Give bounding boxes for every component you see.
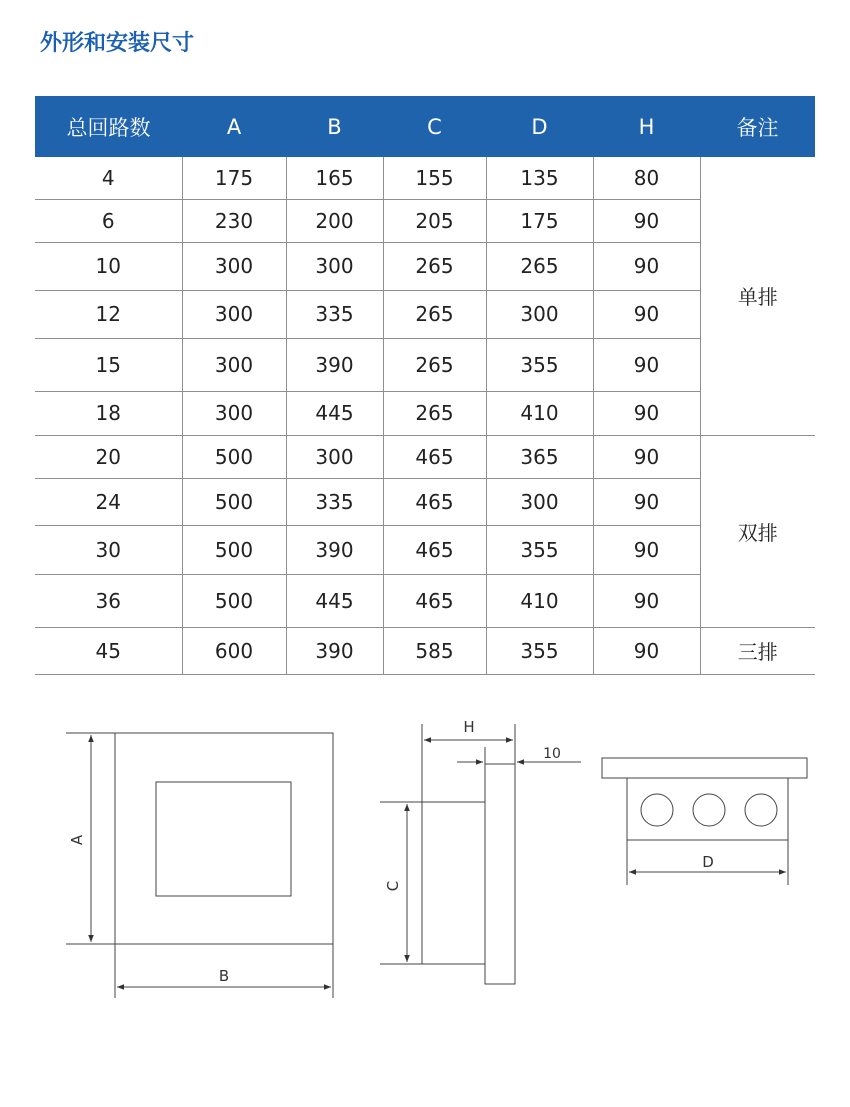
side-view-diagram — [380, 724, 581, 984]
table-cell: 410 — [486, 574, 593, 627]
table-cell: 300 — [486, 290, 593, 338]
header-b: B — [286, 96, 383, 157]
table-cell: 365 — [486, 435, 593, 478]
table-cell: 390 — [286, 338, 383, 391]
table-cell: 90 — [593, 478, 700, 525]
top-body-outline — [627, 778, 788, 840]
label-thickness: 10 — [543, 746, 561, 762]
table-cell: 205 — [383, 199, 486, 242]
table-cell: 15 — [35, 338, 182, 391]
table-cell: 300 — [286, 435, 383, 478]
table-cell: 390 — [286, 627, 383, 674]
table-cell: 300 — [182, 242, 286, 290]
table-cell: 265 — [383, 242, 486, 290]
table-cell: 90 — [593, 574, 700, 627]
table-cell: 90 — [593, 627, 700, 674]
table-cell: 175 — [182, 157, 286, 199]
side-flange-outline — [485, 764, 515, 984]
table-cell: 265 — [383, 338, 486, 391]
table-cell: 300 — [486, 478, 593, 525]
table-cell: 390 — [286, 525, 383, 574]
table-cell: 445 — [286, 391, 383, 435]
side-body-outline — [422, 802, 485, 964]
table-cell: 300 — [182, 391, 286, 435]
table-cell: 165 — [286, 157, 383, 199]
table-cell: 300 — [286, 242, 383, 290]
table-cell: 10 — [35, 242, 182, 290]
table-cell: 265 — [383, 391, 486, 435]
table-cell: 465 — [383, 525, 486, 574]
table-cell: 355 — [486, 627, 593, 674]
table-cell: 465 — [383, 574, 486, 627]
table-cell: 500 — [182, 478, 286, 525]
label-b: B — [218, 967, 230, 985]
table-cell: 230 — [182, 199, 286, 242]
table-cell: 4 — [35, 157, 182, 199]
table-cell: 500 — [182, 574, 286, 627]
label-d: D — [702, 853, 714, 871]
table-cell: 80 — [593, 157, 700, 199]
front-window-outline — [156, 782, 291, 896]
table-cell: 90 — [593, 391, 700, 435]
table-cell: 6 — [35, 199, 182, 242]
table-cell: 500 — [182, 435, 286, 478]
header-remark: 备注 — [700, 96, 815, 157]
table-cell: 500 — [182, 525, 286, 574]
table-cell: 335 — [286, 290, 383, 338]
table-cell: 355 — [486, 338, 593, 391]
table-cell: 600 — [182, 627, 286, 674]
table-cell: 90 — [593, 435, 700, 478]
table-cell: 465 — [383, 478, 486, 525]
table-cell: 445 — [286, 574, 383, 627]
table-cell: 135 — [486, 157, 593, 199]
header-c: C — [383, 96, 486, 157]
table-cell: 585 — [383, 627, 486, 674]
front-view-diagram — [66, 733, 333, 998]
label-a: A — [68, 834, 86, 846]
table-cell: 18 — [35, 391, 182, 435]
header-circuits: 总回路数 — [35, 96, 182, 157]
table-cell: 300 — [182, 338, 286, 391]
label-c: C — [384, 880, 402, 892]
table-cell: 12 — [35, 290, 182, 338]
table-cell: 90 — [593, 242, 700, 290]
table-cell: 265 — [383, 290, 486, 338]
knockout-hole-2 — [693, 794, 725, 826]
remark-cell: 单排 — [700, 157, 815, 435]
table-cell: 265 — [486, 242, 593, 290]
header-a: A — [182, 96, 286, 157]
table-cell: 410 — [486, 391, 593, 435]
label-h: H — [463, 718, 475, 736]
table-cell: 300 — [182, 290, 286, 338]
table-cell: 24 — [35, 478, 182, 525]
remark-cell: 双排 — [700, 435, 815, 627]
table-cell: 465 — [383, 435, 486, 478]
table-cell: 45 — [35, 627, 182, 674]
table-cell: 90 — [593, 199, 700, 242]
header-d: D — [486, 96, 593, 157]
header-h: H — [593, 96, 700, 157]
table-cell: 335 — [286, 478, 383, 525]
knockout-hole-1 — [641, 794, 673, 826]
table-cell: 90 — [593, 338, 700, 391]
table-cell: 30 — [35, 525, 182, 574]
table-cell: 90 — [593, 290, 700, 338]
table-cell: 90 — [593, 525, 700, 574]
page-title: 外形和安装尺寸 — [40, 31, 195, 56]
knockout-hole-3 — [745, 794, 777, 826]
top-cover-outline — [602, 758, 807, 778]
remark-cell: 三排 — [700, 627, 815, 674]
table-cell: 20 — [35, 435, 182, 478]
table-cell: 155 — [383, 157, 486, 199]
front-panel-outline — [115, 733, 333, 944]
table-cell: 36 — [35, 574, 182, 627]
table-cell: 200 — [286, 199, 383, 242]
table-cell: 175 — [486, 199, 593, 242]
table-cell: 355 — [486, 525, 593, 574]
